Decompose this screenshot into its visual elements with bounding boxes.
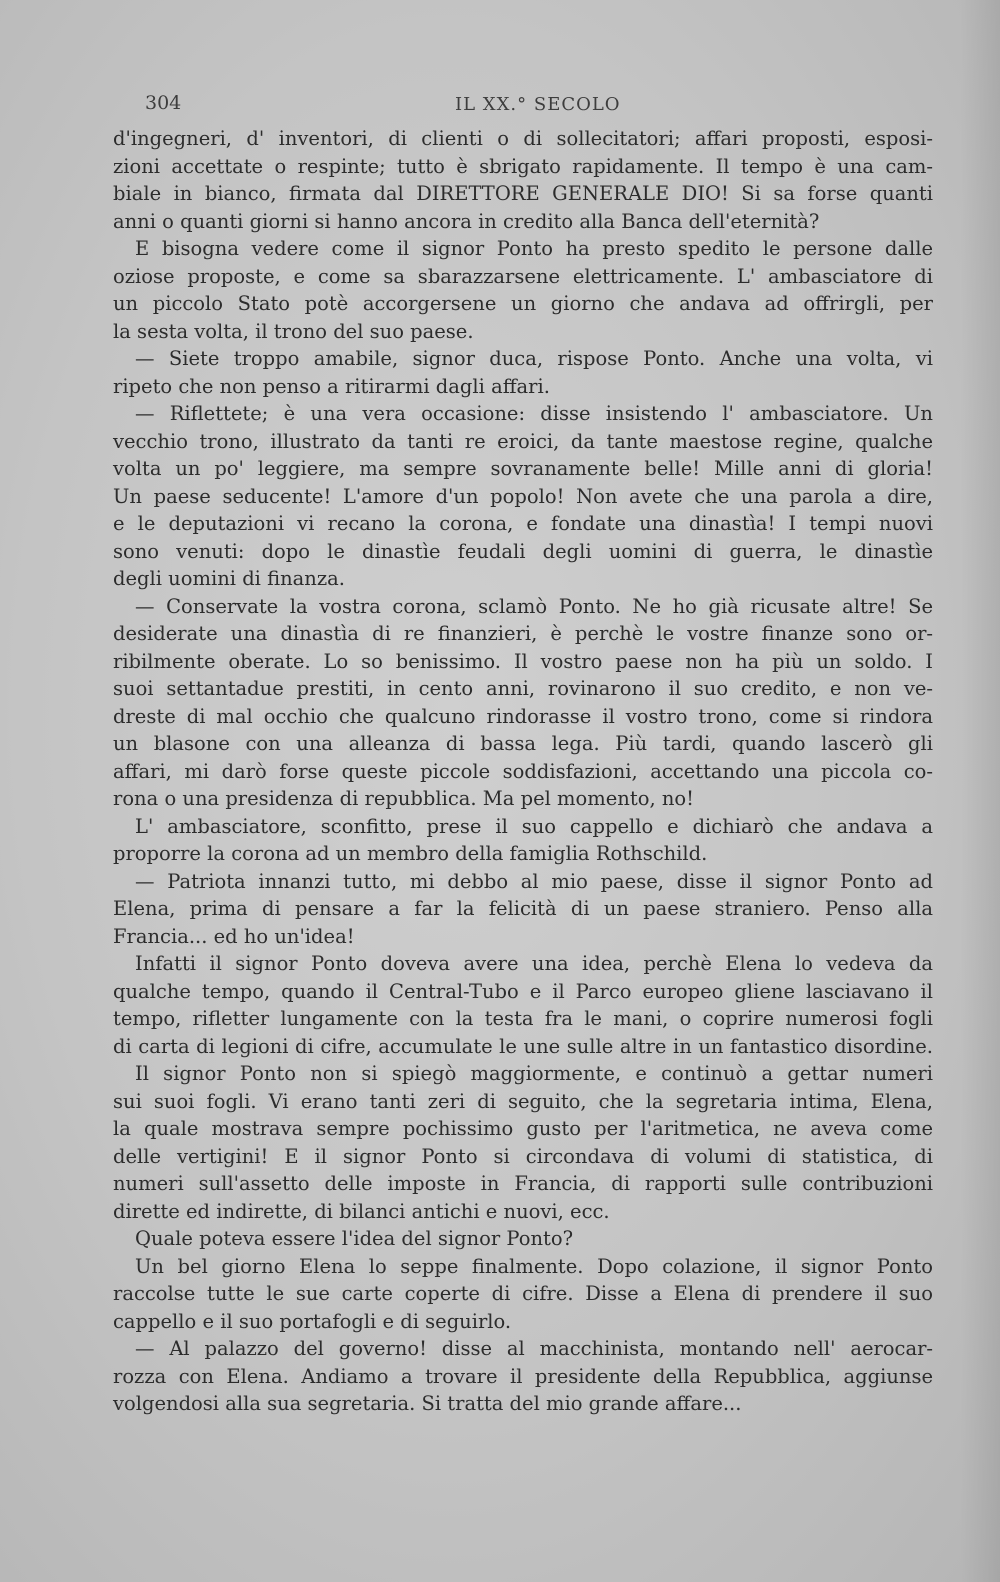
text-line: Elena, prima di pensare a far la felicità di un paese straniero. Penso alla — [113, 897, 933, 920]
text-line: e le deputazioni vi recano la corona, e fondate una dinastìa! I tempi nuovi — [113, 512, 933, 535]
text-line: delle vertigini! E il signor Ponto si circondava di volumi di statistica, di — [113, 1144, 933, 1168]
page-number: 304 — [145, 92, 182, 114]
text-line: ribilmente oberate. Lo so benissimo. Il vostro paese non ha più un soldo. I — [113, 649, 933, 673]
text-line: proporre la corona ad un membro della famiglia Rothschild. — [113, 842, 708, 865]
text-line: — Riflettete; è una vera occasione: disse insistendo l' ambasciatore. Un — [135, 402, 933, 425]
text-line: un piccolo Stato potè accorgersene un giorno che andava ad offrirgli, per — [113, 292, 933, 315]
text-line: rona o una presidenza di repubblica. Ma pel momento, no! — [113, 787, 694, 810]
text-line: desiderate una dinastìa di re finanzieri, è perchè le vostre finanze sono or- — [113, 622, 933, 645]
text-line: biale in bianco, firmata dal DIRETTORE GENERALE DIO! Si sa forse quanti — [113, 182, 933, 205]
text-line: Un paese seducente! L'amore d'un popolo! Non avete che una parola a dire, — [113, 484, 933, 508]
text-line: Francia... ed ho un'idea! — [113, 924, 355, 948]
text-line: la quale mostrava sempre pochissimo gusto per l'aritmetica, ne aveva come — [113, 1117, 933, 1140]
text-line: anni o quanti giorni si hanno ancora in credito alla Banca dell'eternità? — [113, 209, 820, 233]
text-line: un blasone con una alleanza di bassa lega. Più tardi, quando lascerò gli — [113, 732, 933, 755]
text-line: zioni accettate o respinte; tutto è sbrigato rapidamente. Il tempo è una cam- — [113, 154, 933, 178]
text-line: degli uomini di finanza. — [113, 567, 345, 590]
text-line: E bisogna vedere come il signor Ponto ha presto spedito le persone dalle — [135, 237, 933, 260]
text-line: — Al palazzo del governo! disse al macchinista, montando nell' aerocar- — [135, 1337, 933, 1360]
text-line: d'ingegneri, d' inventori, di clienti o di sollecitatori; affari proposti, esposi- — [113, 127, 933, 150]
text-line: — Patriota innanzi tutto, mi debbo al mio paese, disse il signor Ponto ad — [135, 869, 933, 893]
text-line: sui suoi fogli. Vi erano tanti zeri di seguito, che la segretaria intima, Elena, — [113, 1089, 933, 1113]
text-line: dreste di mal occhio che qualcuno rindorasse il vostro trono, come si rindora — [113, 704, 933, 728]
text-line: affari, mi darò forse queste piccole soddisfazioni, accettando una piccola co- — [113, 759, 933, 783]
text-line: L' ambasciatore, sconfitto, prese il suo cappello e dichiarò che andava a — [135, 814, 933, 838]
text-line: qualche tempo, quando il Central-Tubo e il Parco europeo gliene lasciavano il — [113, 979, 933, 1003]
text-line: — Siete troppo amabile, signor duca, rispose Ponto. Anche una volta, vi — [135, 347, 933, 370]
text-line: suoi settantadue prestiti, in cento anni, rovinarono il suo credito, e non ve- — [113, 677, 933, 700]
text-line: Il signor Ponto non si spiegò maggiormente, e continuò a gettar numeri — [135, 1062, 933, 1085]
text-line: volta un po' leggiere, ma sempre sovranamente belle! Mille anni di gloria! — [113, 457, 933, 480]
running-title: IL XX.° SECOLO — [455, 94, 621, 115]
text-line: tempo, rifletter lungamente con la testa fra le mani, o coprire numerosi fogli — [113, 1007, 933, 1030]
text-line: Infatti il signor Ponto doveva avere una idea, perchè Elena lo vedeva da — [135, 952, 933, 975]
text-line: Un bel giorno Elena lo seppe finalmente. Dopo colazione, il signor Ponto — [135, 1254, 933, 1278]
text-line: oziose proposte, e come sa sbarazzarsene elettricamente. L' ambasciatore di — [113, 264, 933, 288]
text-line: — Conservate la vostra corona, sclamò Ponto. Ne ho già ricusate altre! Se — [135, 594, 933, 618]
text-line: ripeto che non penso a ritirarmi dagli affari. — [113, 374, 550, 398]
text-line: dirette ed indirette, di bilanci antichi e nuovi, ecc. — [113, 1199, 610, 1223]
text-line: Quale poteva essere l'idea del signor Ponto? — [135, 1227, 574, 1250]
text-line: rozza con Elena. Andiamo a trovare il presidente della Repubblica, aggiunse — [113, 1364, 933, 1388]
text-line: sono venuti: dopo le dinastìe feudali degli uomini di guerra, le dinastìe — [113, 539, 933, 563]
text-line: la sesta volta, il trono del suo paese. — [113, 319, 474, 343]
text-line: numeri sull'assetto delle imposte in Francia, di rapporti sulle contribuzioni — [113, 1172, 933, 1195]
text-line: cappello e il suo portafogli e di seguirlo. — [113, 1309, 512, 1333]
body-text — [113, 125, 933, 1418]
text-line: vecchio trono, illustrato da tanti re eroici, da tante maestose regine, qualche — [113, 429, 933, 453]
text-line: raccolse tutte le sue carte coperte di cifre. Disse a Elena di prendere il suo — [113, 1282, 933, 1305]
page-header — [145, 92, 625, 122]
text-line: di carta di legioni di cifre, accumulate le une sulle altre in un fantastico disordine. — [113, 1034, 933, 1058]
text-line: volgendosi alla sua segretaria. Si tratta del mio grande affare... — [113, 1392, 742, 1415]
